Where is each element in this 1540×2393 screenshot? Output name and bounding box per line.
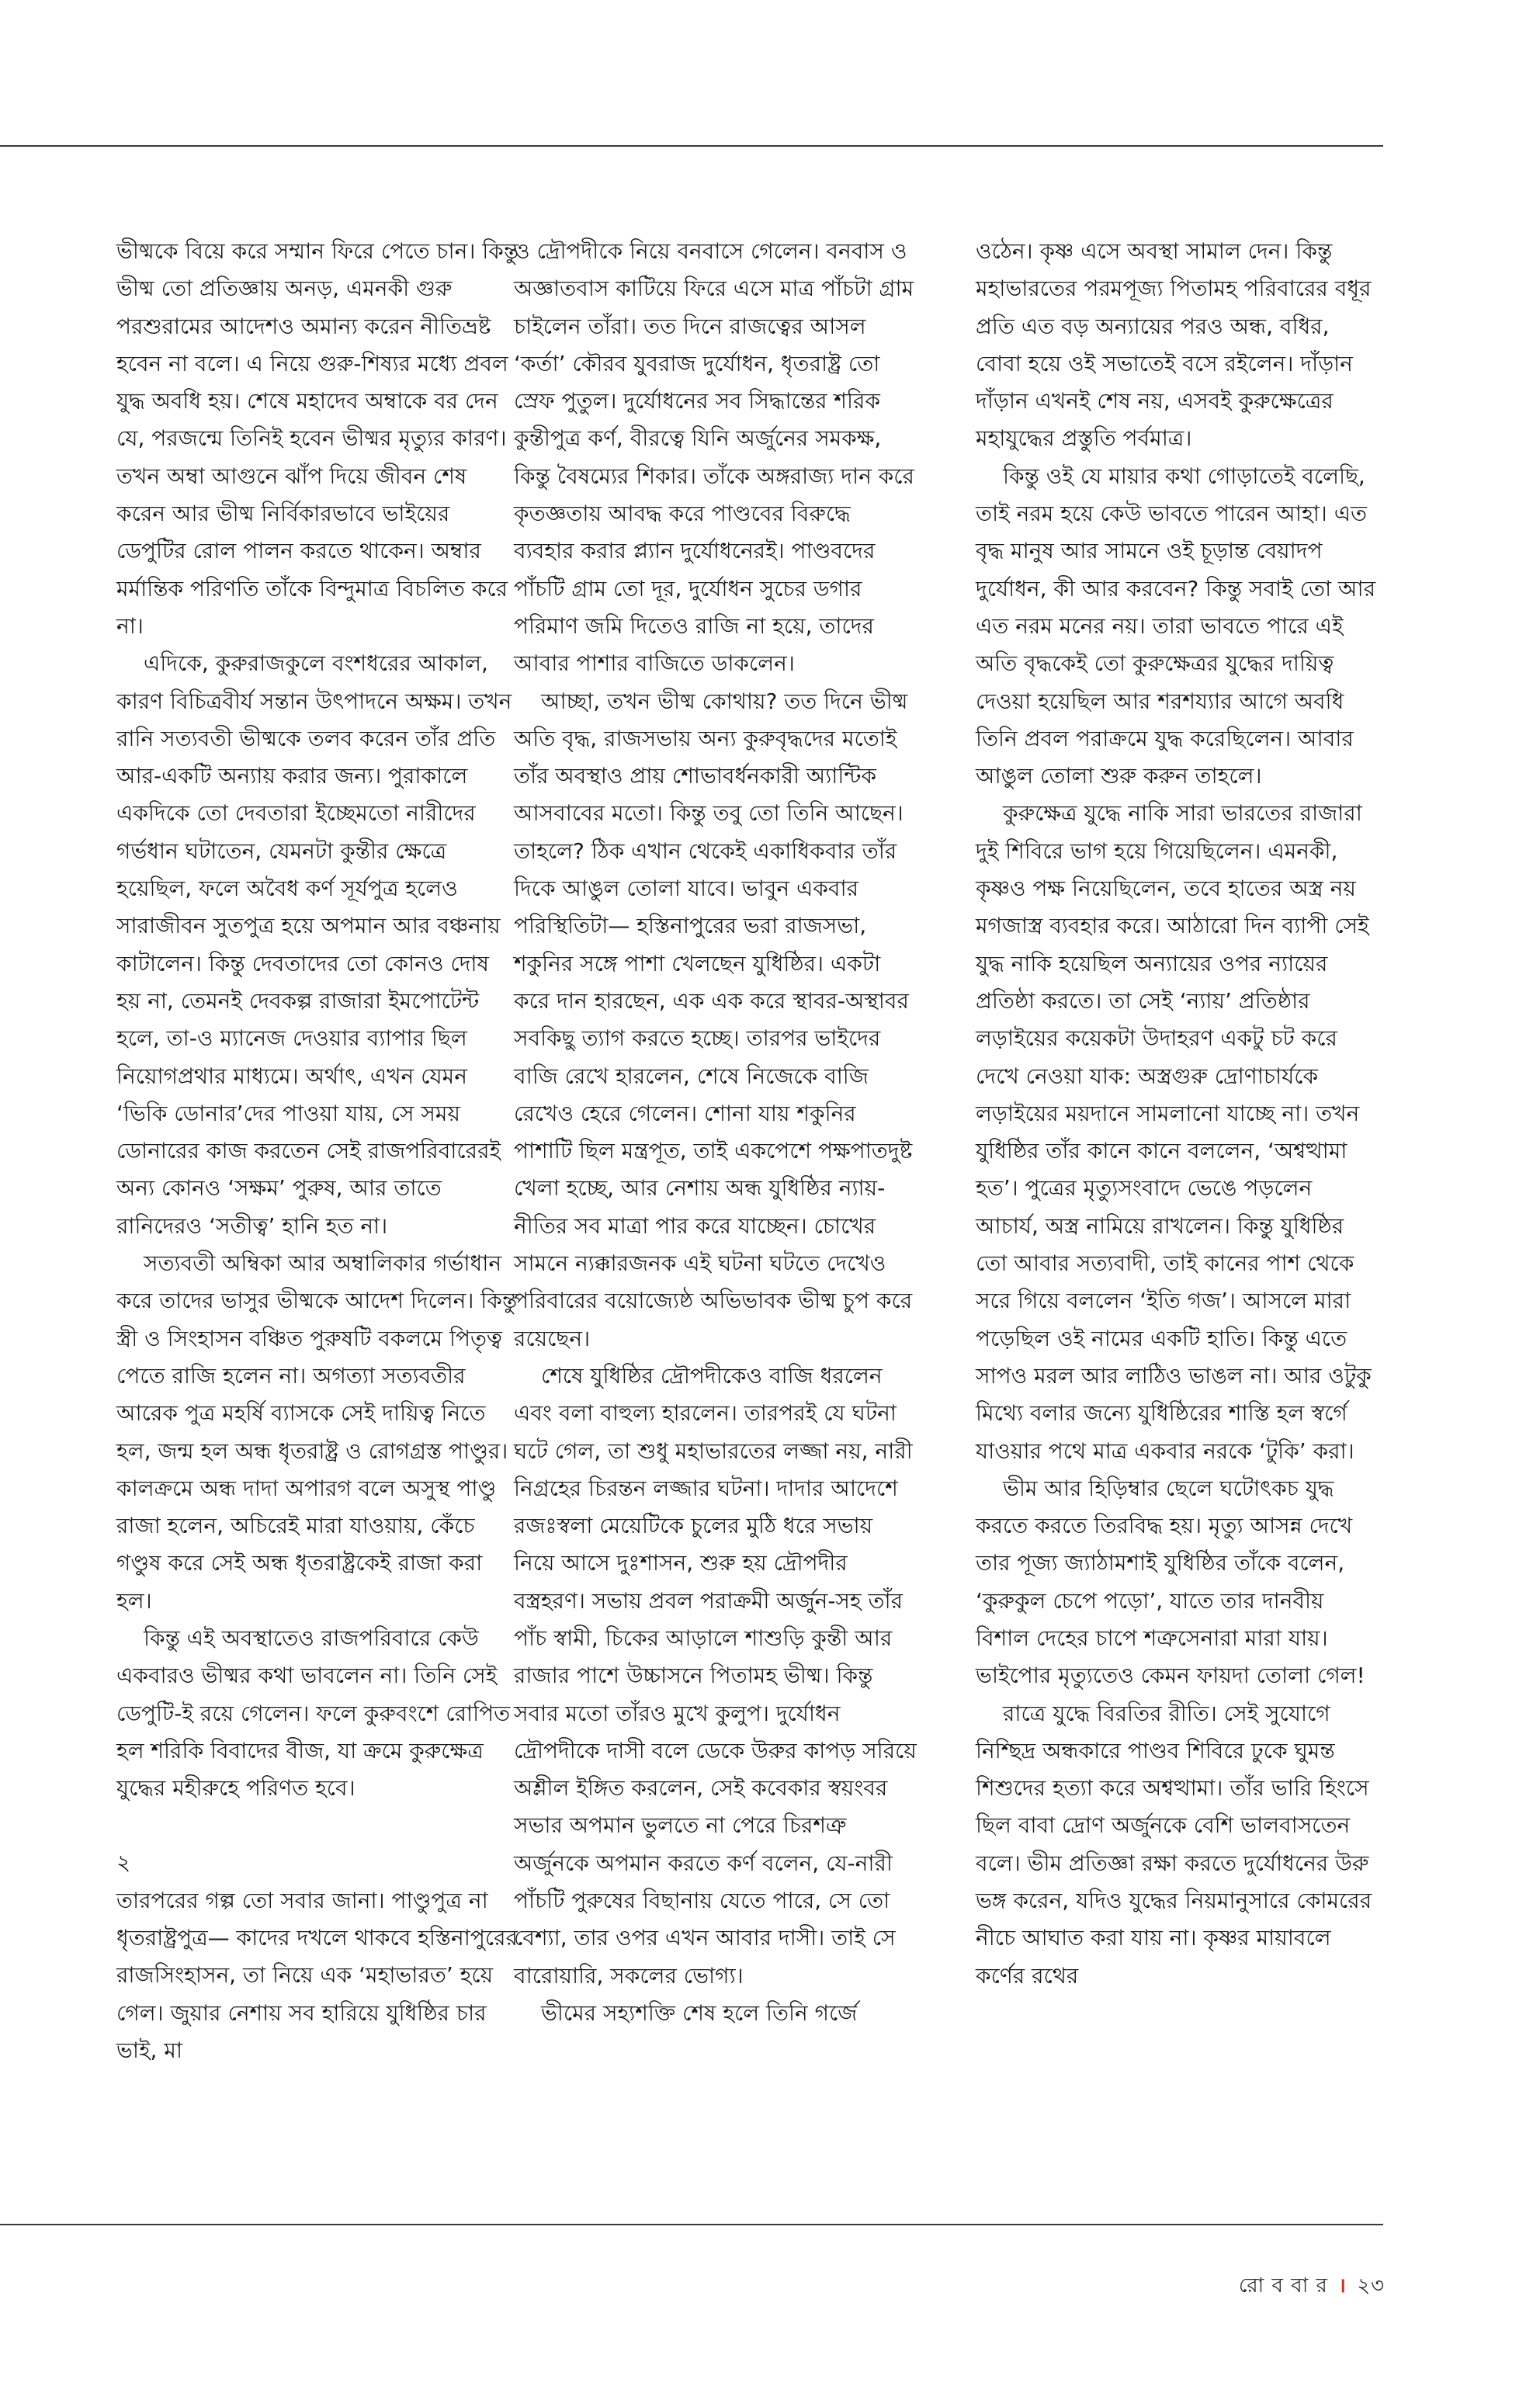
paragraph: সত্যবতী অম্বিকা আর অম্বালিকার গর্ভাধান করে তাদের ভাসুর ভীষ্মকে আদেশ দিলেন। কিন্তু স্ত্রী ও সিংহাসন বঞ্চিত পুরুষটি বকলমে পিতৃত্ব পেতে রাজি হলেন না। অগত্যা সত্যবতীর আরেক পুত্র মহর্ষি ব্যাসকে সেই দায়িত্ব নিতে হল, জন্ম হল অন্ধ ধৃতরাষ্ট্র ও রোগগ্রস্ত পাণ্ডুর। কালক্রমে অন্ধ দাদা অপারগ বলে অসুস্থ পাণ্ডু রাজা হলেন, অচিরেই মারা যাওয়ায়, কেঁচে গণ্ডুষ করে সেই অন্ধ ধৃতরাষ্ট্রকেই রাজা করা হল। — [116, 1250, 518, 1614]
article-column-1 — [116, 233, 520, 2069]
paragraph: কুরুক্ষেত্র যুদ্ধে নাকি সারা ভারতের রাজারা দুই শিবিরে ভাগ হয়ে গিয়েছিলেন। এমনকী, কৃষ্ণও পক্ষ নিয়েছিলেন, তবে হাতের অস্ত্র নয় মগজাস্ত্র ব্যবহার করে। আঠারো দিন ব্যাপী সেই যুদ্ধ নাকি হয়েছিল অন্যায়ের ওপর ন্যায়ের প্রতিষ্ঠা করতে। তা সেই ‘ন্যায়’ প্রতিষ্ঠার লড়াইয়ের কয়েকটা উদাহরণ একটু চট করে দেখে নেওয়া যাক: অস্ত্রগুরু দ্রোণাচার্যকে লড়াইয়ের ময়দানে সামলানো যাচ্ছে না। তখন যুধিষ্ঠির তাঁর কানে কানে বললেন, ‘অশ্বত্থামা হত’। পুত্রের মৃত্যুসংবাদে ভেঙে পড়লেন আচার্য, অস্ত্র নামিয়ে রাখলেন। কিন্তু যুধিষ্ঠির তো আবার সত্যবাদী, তাই কানের পাশ থেকে সরে গিয়ে বললেন ‘ইতি গজ’। আসলে মারা পড়েছিল ওই নামের একটি হাতি। কিন্তু এতে সাপও মরল আর লাঠিও ভাঙল না। আর ওটুকু মিথ্যে বলার জন্যে যুধিষ্ঠিরের শাস্তি হল স্বর্গে যাওয়ার পথে মাত্র একবার নরকে ‘টুকি’ করা। — [976, 800, 1372, 1464]
paragraph: আচ্ছা, তখন ভীষ্ম কোথায়? তত দিনে ভীষ্ম অতি বৃদ্ধ, রাজসভায় অন্য কুরুবৃদ্ধদের মতোই তাঁর অবস্থাও প্রায় শোভাবর্ধনকারী অ্যান্টিক আসবাবের মতো। কিন্তু তবু তো তিনি আছেন। তাহলে? ঠিক এখান থেকেই একাধিকবার তাঁর দিকে আঙুল তোলা যাবে। ভাবুন একবার পরিস্থিতিটা— হস্তিনাপুরের ভরা রাজসভা, শকুনির সঙ্গে পাশা খেলছেন যুধিষ্ঠির। একটা করে দান হারছেন, এক এক করে স্থাবর-অস্থাবর সবকিছু ত্যাগ করতে হচ্ছে। তারপর ভাইদের বাজি রেখে হারলেন, শেষে নিজেকে বাজি রেখেও হেরে গেলেন। শোনা যায় শকুনির পাশাটি ছিল মন্ত্রপূত, তাই একপেশে পক্ষপাতদুষ্ট খেলা হচ্ছে, আর নেশায় অন্ধ যুধিষ্ঠির ন্যায়-নীতির সব মাত্রা পার করে যাচ্ছেন। চোখের সামনে ন্যক্কারজনক এই ঘটনা ঘটতে দেখেও পরিবারের বয়োজ্যেষ্ঠ অভিভাবক ভীষ্ম চুপ করে রয়েছেন। — [514, 688, 913, 1351]
footer-separator: । — [1338, 2274, 1347, 2298]
paragraph: এদিকে, কুরুরাজকুলে বংশধরের আকাল, কারণ বিচিত্রবীর্য সন্তান উৎপাদনে অক্ষম। তখন রানি সত্যবতী ভীষ্মকে তলব করেন তাঁর প্রতি আর-একটি অন্যায় করার জন্য। পুরাকালে একদিকে তো দেবতারা ইচ্ছেমতো নারীদের গর্ভধান ঘটাতেন, যেমনটা কুন্তীর ক্ষেত্রে হয়েছিল, ফলে অবৈধ কর্ণ সূর্যপুত্র হলেও সারাজীবন সুতপুত্র হয়ে অপমান আর বঞ্চনায় কাটালেন। কিন্তু দেবতাদের তো কোনও দোষ হয় না, তেমনই দেবকল্প রাজারা ইমপোটেন্ট হলে, তা-ও ম্যানেজ দেওয়ার ব্যাপার ছিল নিয়োগপ্রথার মাধ্যমে। অর্থাৎ, এখন যেমন ‘ভিকি ডোনার’দের পাওয়া যায়, সে সময় ডোনারের কাজ করতেন সেই রাজপরিবারেরই অন্য কোনও ‘সক্ষম’ পুরুষ, আর তাতে রানিদেরও ‘সতীত্ব’ হানি হত না। — [116, 650, 512, 1239]
paragraph: ওঠেন। কৃষ্ণ এসে অবস্থা সামাল দেন। কিন্তু মহাভারতের পরমপূজ্য পিতামহ পরিবারের বধূর প্রতি এত বড় অন্যায়ের পরও অন্ধ, বধির, বোবা হয়ে ওই সভাতেই বসে রইলেন। দাঁড়ান দাঁড়ান এখনই শেষ নয়, এসবই কুরুক্ষেত্রের মহাযুদ্ধের প্রস্তুতি পর্বমাত্র। — [976, 238, 1372, 452]
page-number: ২৩ — [1357, 2274, 1385, 2298]
paragraph: ও দ্রৌপদীকে নিয়ে বনবাসে গেলেন। বনবাস ও অজ্ঞাতবাস কাটিয়ে ফিরে এসে মাত্র পাঁচটা গ্রাম চাইলেন তাঁরা। তত দিনে রাজত্বের আসল ‘কর্তা’ কৌরব যুবরাজ দুর্যোধন, ধৃতরাষ্ট্র তো স্রেফ পুতুল। দুর্যোধনের সব সিদ্ধান্তের শরিক কুন্তীপুত্র কর্ণ, বীরত্বে যিনি অর্জুনের সমকক্ষ, কিন্তু বৈষম্যের শিকার। তাঁকে অঙ্গরাজ্য দান করে কৃতজ্ঞতায় আবদ্ধ করে পাণ্ডবের বিরুদ্ধে ব্যবহার করার প্ল্যান দুর্যোধনেরই। পাণ্ডবদের পাঁচটি গ্রাম তো দূর, দুর্যোধন সুচের ডগার পরিমাণ জমি দিতেও রাজি না হয়ে, তাদের আবার পাশার বাজিতে ডাকলেন। — [514, 238, 914, 677]
paragraph: শেষে যুধিষ্ঠির দ্রৌপদীকেও বাজি ধরলেন এবং বলা বাহুল্য হারলেন। তারপরই যে ঘটনা ঘটে গেল, তা শুধু মহাভারতের লজ্জা নয়, নারী নিগ্রহের চিরন্তন লজ্জার ঘটনা। দাদার আদেশে রজঃস্বলা মেয়েটিকে চুলের মুঠি ধরে সভায় নিয়ে আসে দুঃশাসন, শুরু হয় দ্রৌপদীর বস্ত্রহরণ। সভায় প্রবল পরাক্রমী অর্জুন-সহ তাঁর পাঁচ স্বামী, চিকের আড়ালে শাশুড়ি কুন্তী আর রাজার পাশে উচ্চাসনে পিতামহ ভীষ্ম। কিন্তু সবার মতো তাঁরও মুখে কুলুপ। দুর্যোধন দ্রৌপদীকে দাসী বলে ডেকে উরুর কাপড় সরিয়ে অশ্লীল ইঙ্গিত করলেন, সেই কবেকার স্বয়ংবর সভার অপমান ভুলতে না পেরে চিরশত্রু অর্জুনকে অপমান করতে কর্ণ বলেন, যে-নারী পাঁচটি পুরুষের বিছানায় যেতে পারে, সে তো বেশ্যা, তার ওপর এখন আবার দাসী। তাই সে বারোয়ারি, সকলের ভোগ্য। — [514, 1362, 917, 1989]
magazine-name: রো ব বা র — [1238, 2274, 1328, 2298]
paragraph: ভীম আর হিড়িম্বার ছেলে ঘটোৎকচ যুদ্ধ করতে করতে তিরবিদ্ধ হয়। মৃত্যু আসন্ন দেখে তার পূজ্য জ্যাঠামশাই যুধিষ্ঠির তাঁকে বলেন, ‘কুরুকুল চেপে পড়ো’, যাতে তার দানবীয় বিশাল দেহের চাপে শত্রুসেনারা মারা যায়। ভাইপোর মৃত্যুতেও কেমন ফায়দা তোলা গেল! — [976, 1475, 1365, 1689]
article-column-3 — [976, 233, 1379, 1995]
paragraph: কিন্তু ওই যে মায়ার কথা গোড়াতেই বলেছি, তাই নরম হয়ে কেউ ভাবতে পারেন আহা। এত বৃদ্ধ মানুষ আর সামনে ওই চূড়ান্ত বেয়াদপ দুর্যোধন, কী আর করবেন? কিন্তু সবাই তো আর এত নরম মনের নয়। তারা ভাবতে পারে এই অতি বৃদ্ধকেই তো কুরুক্ষেত্রর যুদ্ধের দায়িত্ব দেওয়া হয়েছিল আর শরশয্যার আগে অবধি তিনি প্রবল পরাক্রমে যুদ্ধ করেছিলেন। আবার আঙুল তোলা শুরু করুন তাহলে। — [976, 463, 1376, 789]
page-footer — [1239, 2270, 1385, 2304]
paragraph: কিন্তু এই অবস্থাতেও রাজপরিবারে কেউ একবারও ভীষ্মর কথা ভাবলেন না। তিনি সেই ডেপুটি-ই রয়ে গেলেন। ফলে কুরুবংশে রোপিত হল শরিকি বিবাদের বীজ, যা ক্রমে কুরুক্ষেত্র যুদ্ধের মহীরুহে পরিণত হবে। — [116, 1625, 511, 1802]
bottom-rule — [0, 2224, 1383, 2225]
section-number: ২ — [116, 1850, 131, 1876]
top-rule — [0, 145, 1383, 147]
paragraph: তারপরের গল্প তো সবার জানা। পাণ্ডুপুত্র না ধৃতরাষ্ট্রপুত্র— কাদের দখলে থাকবে হস্তিনাপুরের রাজসিংহাসন, তা নিয়ে এক ‘মহাভারত’ হয়ে গেল। জুয়ার নেশায় সব হারিয়ে যুধিষ্ঠির চার ভাই, মা — [116, 1887, 518, 2063]
paragraph: রাত্রে যুদ্ধে বিরতির রীতি। সেই সুযোগে নিশ্ছিদ্র অন্ধকারে পাণ্ডব শিবিরে ঢুকে ঘুমন্ত শিশুদের হত্যা করে অশ্বত্থামা। তাঁর ভারি হিংসে ছিল বাবা দ্রোণ অর্জুনকে বেশি ভালবাসতেন বলে। ভীম প্রতিজ্ঞা রক্ষা করতে দুর্যোধনের উরু ভঙ্গ করেন, যদিও যুদ্ধের নিয়মানুসারে কোমরের নীচে আঘাত করা যায় না। কৃষ্ণর মায়াবলে কর্ণের রথের — [976, 1700, 1372, 1989]
paragraph: ভীষ্মকে বিয়ে করে সম্মান ফিরে পেতে চান। কিন্তু ভীষ্ম তো প্রতিজ্ঞায় অনড়, এমনকী গুরু পরশুরামের আদেশও অমান্য করেন নীতিভ্রষ্ট হবেন না বলে। এ নিয়ে গুরু-শিষ্যর মধ্যে প্রবল যুদ্ধ অবধি হয়। শেষে মহাদেব অম্বাকে বর দেন যে, পরজন্মে তিনিই হবেন ভীষ্মর মৃত্যুর কারণ। তখন অম্বা আগুনে ঝাঁপ দিয়ে জীবন শেষ করেন আর ভীষ্ম নির্বিকারভাবে ভাইয়ের ডেপুটির রোল পালন করতে থাকেন। অম্বার মর্মান্তিক পরিণতি তাঁকে বিন্দুমাত্র বিচলিত করে না। — [116, 238, 519, 639]
paragraph: ভীমের সহ্যশক্তি শেষ হলে তিনি গর্জে — [541, 1999, 858, 2026]
article-column-2 — [514, 233, 917, 2032]
